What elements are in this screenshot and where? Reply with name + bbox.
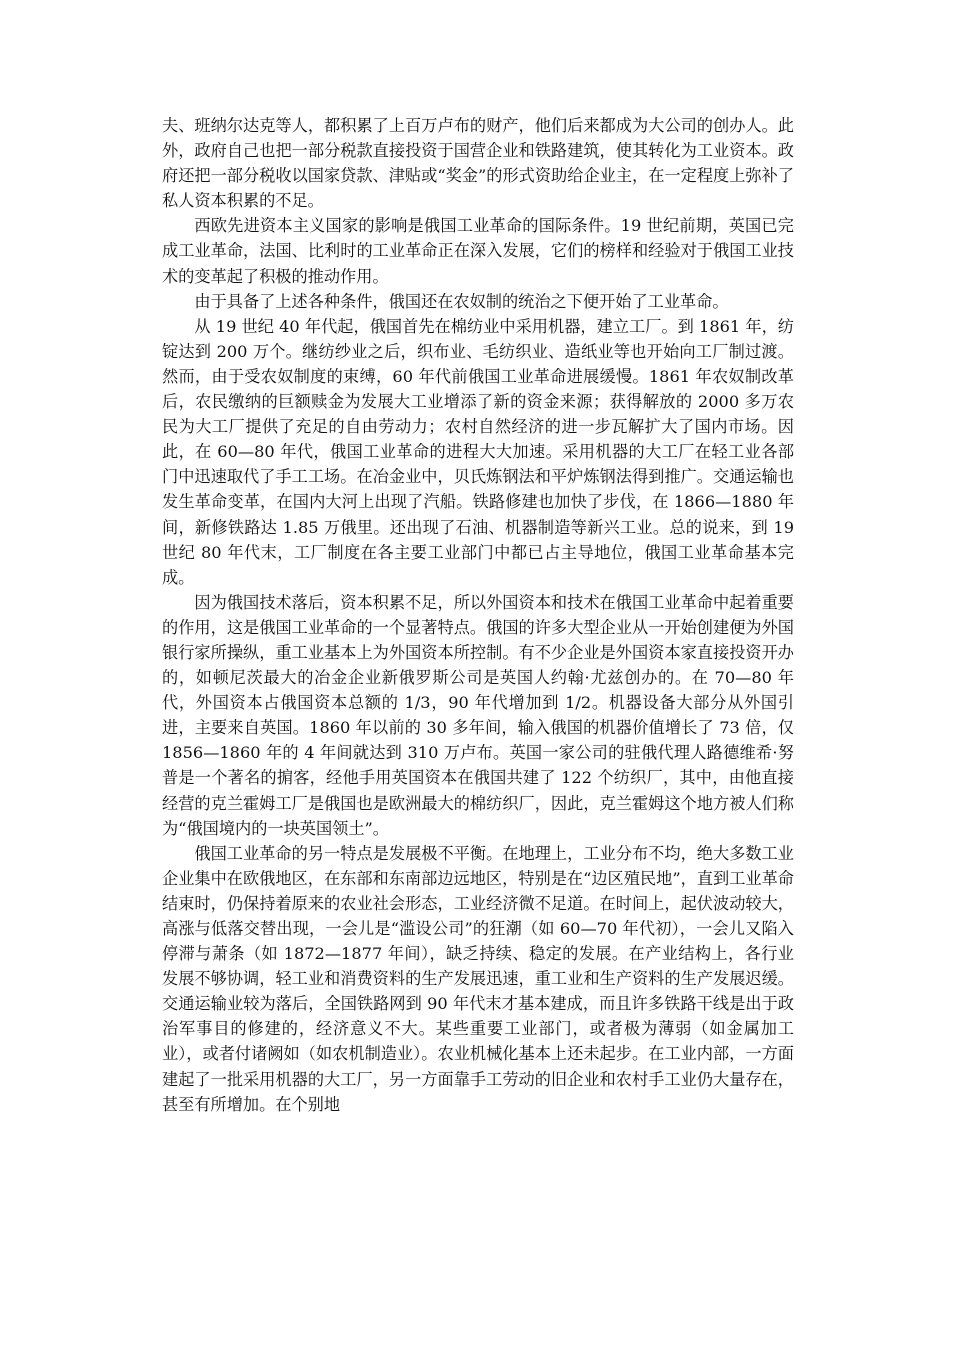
paragraph-6: 俄国工业革命的另一特点是发展极不平衡。在地理上，工业分布不均，绝大多数工业企业集中在欧俄地区，在东部和东南部边远地区，特别是在“边区殖民地”，直到工业革命结束时，仍保持着原来的农业社会形态，工业经济微不足道。在时间上，起伏波动较大，高涨与低落交替出现，一会儿是“滥设公司”的狂潮（如 60—70 年代初），一会儿又陷入停滞与萧条（如 1872—1877 年间），缺乏持续、稳定的发展。在产业结构上，各行业发展不够协调，轻工业和消费资料的生产发展迅速，重工业和生产资料的生产发展迟缓。交通运输业较为落后，全国铁路网到 90 年代末才基本建成，而且许多铁路干线是出于政治军事目的修建的，经济意义不大。某些重要工业部门，或者极为薄弱（如金属加工业），或者付诸阙如（如农机制造业）。农业机械化基本上还未起步。在工业内部，一方面建起了一批采用机器的大工厂，另一方面靠手工劳动的旧企业和农村手工业仍大量存在，甚至有所增加。在个别地 xyxy=(162,843,794,1114)
body-text xyxy=(162,113,794,1117)
paragraph-1: 夫、班纳尔达克等人，都积累了上百万卢布的财产，他们后来都成为大公司的创办人。此外，政府自己也把一部分税款直接投资于国营企业和铁路建筑，使其转化为工业资本。政府还把一部分税收以国家贷款、津贴或“奖金”的形式资助给企业主，在一定程度上弥补了私人资本积累的不足。 xyxy=(162,116,794,211)
paragraph-3: 由于具备了上述各种条件，俄国还在农奴制的统治之下便开始了工业革命。 xyxy=(194,291,729,311)
paragraph-2: 西欧先进资本主义国家的影响是俄国工业革命的国际条件。19 世纪前期，英国已完成工业革命，法国、比利时的工业革命正在深入发展，它们的榜样和经验对于俄国工业技术的变革起了积极的推动作用。 xyxy=(162,216,794,286)
paragraph-5: 因为俄国技术落后，资本积累不足，所以外国资本和技术在俄国工业革命中起着重要的作用，这是俄国工业革命的一个显著特点。俄国的许多大型企业从一开始创建便为外国银行家所操纵，重工业基本上为外国资本所控制。有不少企业是外国资本家直接投资开办的，如顿尼茨最大的冶金企业新俄罗斯公司是英国人约翰·尤兹创办的。在 70—80 年代，外国资本占俄国资本总额的 1/3，90 年代增加到 1/2。机器设备大部分从外国引进，主要来自英国。1860 年以前的 30 多年间，输入俄国的机器价值增长了 73 倍，仅 1856—1860 年的 4 年间就达到 310 万卢布。英国一家公司的驻俄代理人路德维希·努普是一个著名的掮客，经他手用英国资本在俄国共建了 122 个纺织厂，其中，由他直接经营的克兰霍姆工厂是俄国也是欧洲最大的棉纺织厂，因此，克兰霍姆这个地方被人们称为“俄国境内的一块英国领土”。 xyxy=(162,592,794,838)
paragraph-4: 从 19 世纪 40 年代起，俄国首先在棉纺业中采用机器，建立工厂。到 1861 年，纺锭达到 200 万个。继纺纱业之后，织布业、毛纺织业、造纸业等也开始向工厂制过渡。然而，由于受农奴制度的束缚，60 年代前俄国工业革命进展缓慢。1861 年农奴制改革后，农民缴纳的巨额赎金为发展大工业增添了新的资金来源；获得解放的 2000 多万农民为大工厂提供了充足的自由劳动力；农村自然经济的进一步瓦解扩大了国内市场。因此，在 60—80 年代，俄国工业革命的进程大大加速。采用机器的大工厂在轻工业各部门中迅速取代了手工工场。在冶金业中，贝氏炼钢法和平炉炼钢法得到推广。交通运输也发生革命变革，在国内大河上出现了汽船。铁路修建也加快了步伐，在 1866—1880 年间，新修铁路达 1.85 万俄里。还出现了石油、机器制造等新兴工业。总的说来，到 19 世纪 80 年代末，工厂制度在各主要工业部门中都已占主导地位，俄国工业革命基本完成。 xyxy=(162,316,795,587)
